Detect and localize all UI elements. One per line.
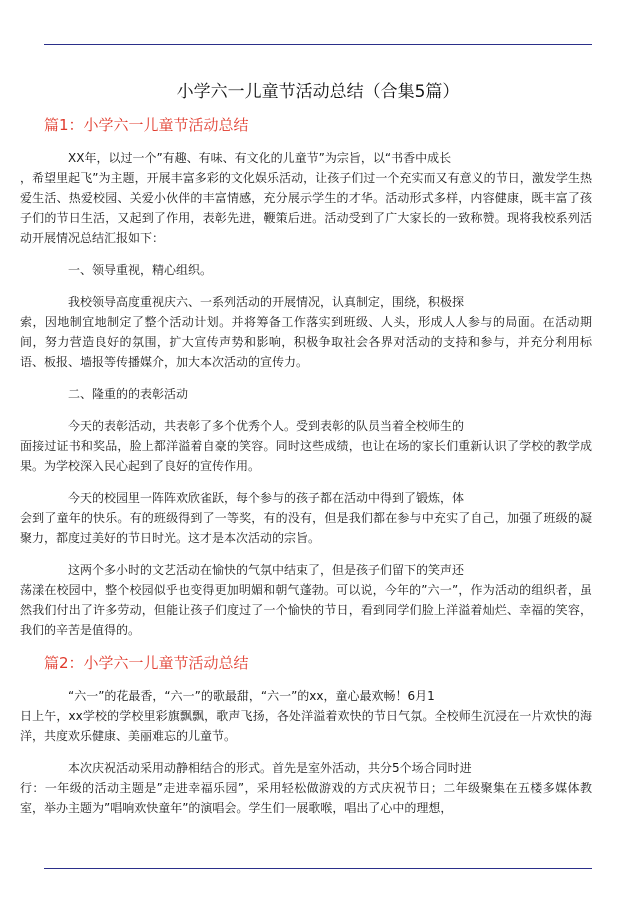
paragraph xyxy=(20,488,592,548)
bottom-rule xyxy=(44,868,592,869)
paragraph xyxy=(20,686,592,746)
paragraph xyxy=(20,758,592,818)
paragraph-text: 索，因地制宜地制定了整个活动计划。并将筹备工作落实到班级、人头，形成人人参与的局面。在活动期间，努力营造良好的氛围，扩大宣传声势和影响，积极争取社会各界对活动的支持和参与，并充分利用标语、板报、墙报等传播媒介，加大本次活动的宣传力。 xyxy=(20,315,592,369)
section-1 xyxy=(20,114,592,640)
paragraph xyxy=(20,416,592,476)
document-body xyxy=(20,80,592,830)
paragraph-text: 面接过证书和奖品，脸上都洋溢着自豪的笑容。同时这些成绩，也让在场的家长们重新认识了学校的教学成果。为学校深入民心起到了良好的宣传作用。 xyxy=(20,439,592,473)
section-heading: 篇1：小学六一儿童节活动总结 xyxy=(44,116,249,134)
paragraph-text: 日上午，xx学校的学校里彩旗飘飘，歌声飞扬，各处洋溢着欢快的节日气氛。全校师生沉浸在一片欢快的海洋，共度欢乐健康、美丽难忘的儿童节。 xyxy=(20,709,592,743)
page-title: 小学六一儿童节活动总结（合集5篇） xyxy=(176,82,460,102)
paragraph-first-line: “六一”的花最香，“六一”的歌最甜，“六一”的xx，童心最欢畅！6月1 xyxy=(68,689,435,703)
paragraph-first-line: XX年，以过一个”有趣、有味、有文化的儿童节”为宗旨，以“书香中成长 xyxy=(68,151,452,165)
top-rule xyxy=(44,44,592,45)
paragraph xyxy=(20,292,592,372)
section-heading: 篇2：小学六一儿童节活动总结 xyxy=(44,654,249,672)
subheading: 一、领导重视，精心组织。 xyxy=(68,263,213,277)
paragraph-text: 行：一年级的活动主题是”走进幸福乐园”，采用轻松做游戏的方式庆祝节日；二年级聚集在五楼多媒体教室，举办主题为”唱响欢快童年”的演唱会。学生们一展歌喉，唱出了心中的理想， xyxy=(20,781,592,815)
paragraph-first-line: 这两个多小时的文艺活动在愉快的气氛中结束了，但是孩子们留下的笑声还 xyxy=(68,563,465,577)
paragraph-text: ，希望里起飞”为主题，开展丰富多彩的文化娱乐活动，让孩子们过一个充实而又有意义的节日，激发学生热爱生活、热爱校园、关爱小伙伴的丰富情感，充分展示学生的才华。活动形式多样，内容健康，既丰富了孩子们的节日生活，又起到了作用，表彰先进，鞭策后进。活动受到了广大家长的一致称赞。现将我校系列活动开展情况总结汇报如下： xyxy=(20,171,592,245)
paragraph xyxy=(20,148,592,248)
paragraph-first-line: 今天的表彰活动，共表彰了多个优秀个人。受到表彰的队员当着全校师生的 xyxy=(68,419,465,433)
paragraph-text: 会到了童年的快乐。有的班级得到了一等奖，有的没有，但是我们都在参与中充实了自己，加强了班级的凝聚力，都度过美好的节日时光。这才是本次活动的宗旨。 xyxy=(20,511,592,545)
paragraph xyxy=(20,560,592,640)
paragraph-first-line: 今天的校园里一阵阵欢欣雀跃，每个参与的孩子都在活动中得到了锻炼，体 xyxy=(68,491,465,505)
paragraph-text: 荡漾在校园中，整个校园似乎也变得更加明媚和朝气蓬勃。可以说，今年的”六一”，作为活动的组织者，虽然我们付出了许多劳动，但能让孩子们度过了一个愉快的节日，看到同学们脸上洋溢着灿烂、幸福的笑容，我们的辛苦是值得的。 xyxy=(20,583,592,637)
subheading: 二、隆重的的表彰活动 xyxy=(68,387,189,401)
paragraph-first-line: 我校领导高度重视庆六、一系列活动的开展情况，认真制定，围绕，积极探 xyxy=(68,295,465,309)
paragraph-first-line: 本次庆祝活动采用动静相结合的形式。首先是室外活动，共分5个场合同时进 xyxy=(68,761,472,775)
section-2 xyxy=(20,652,592,818)
